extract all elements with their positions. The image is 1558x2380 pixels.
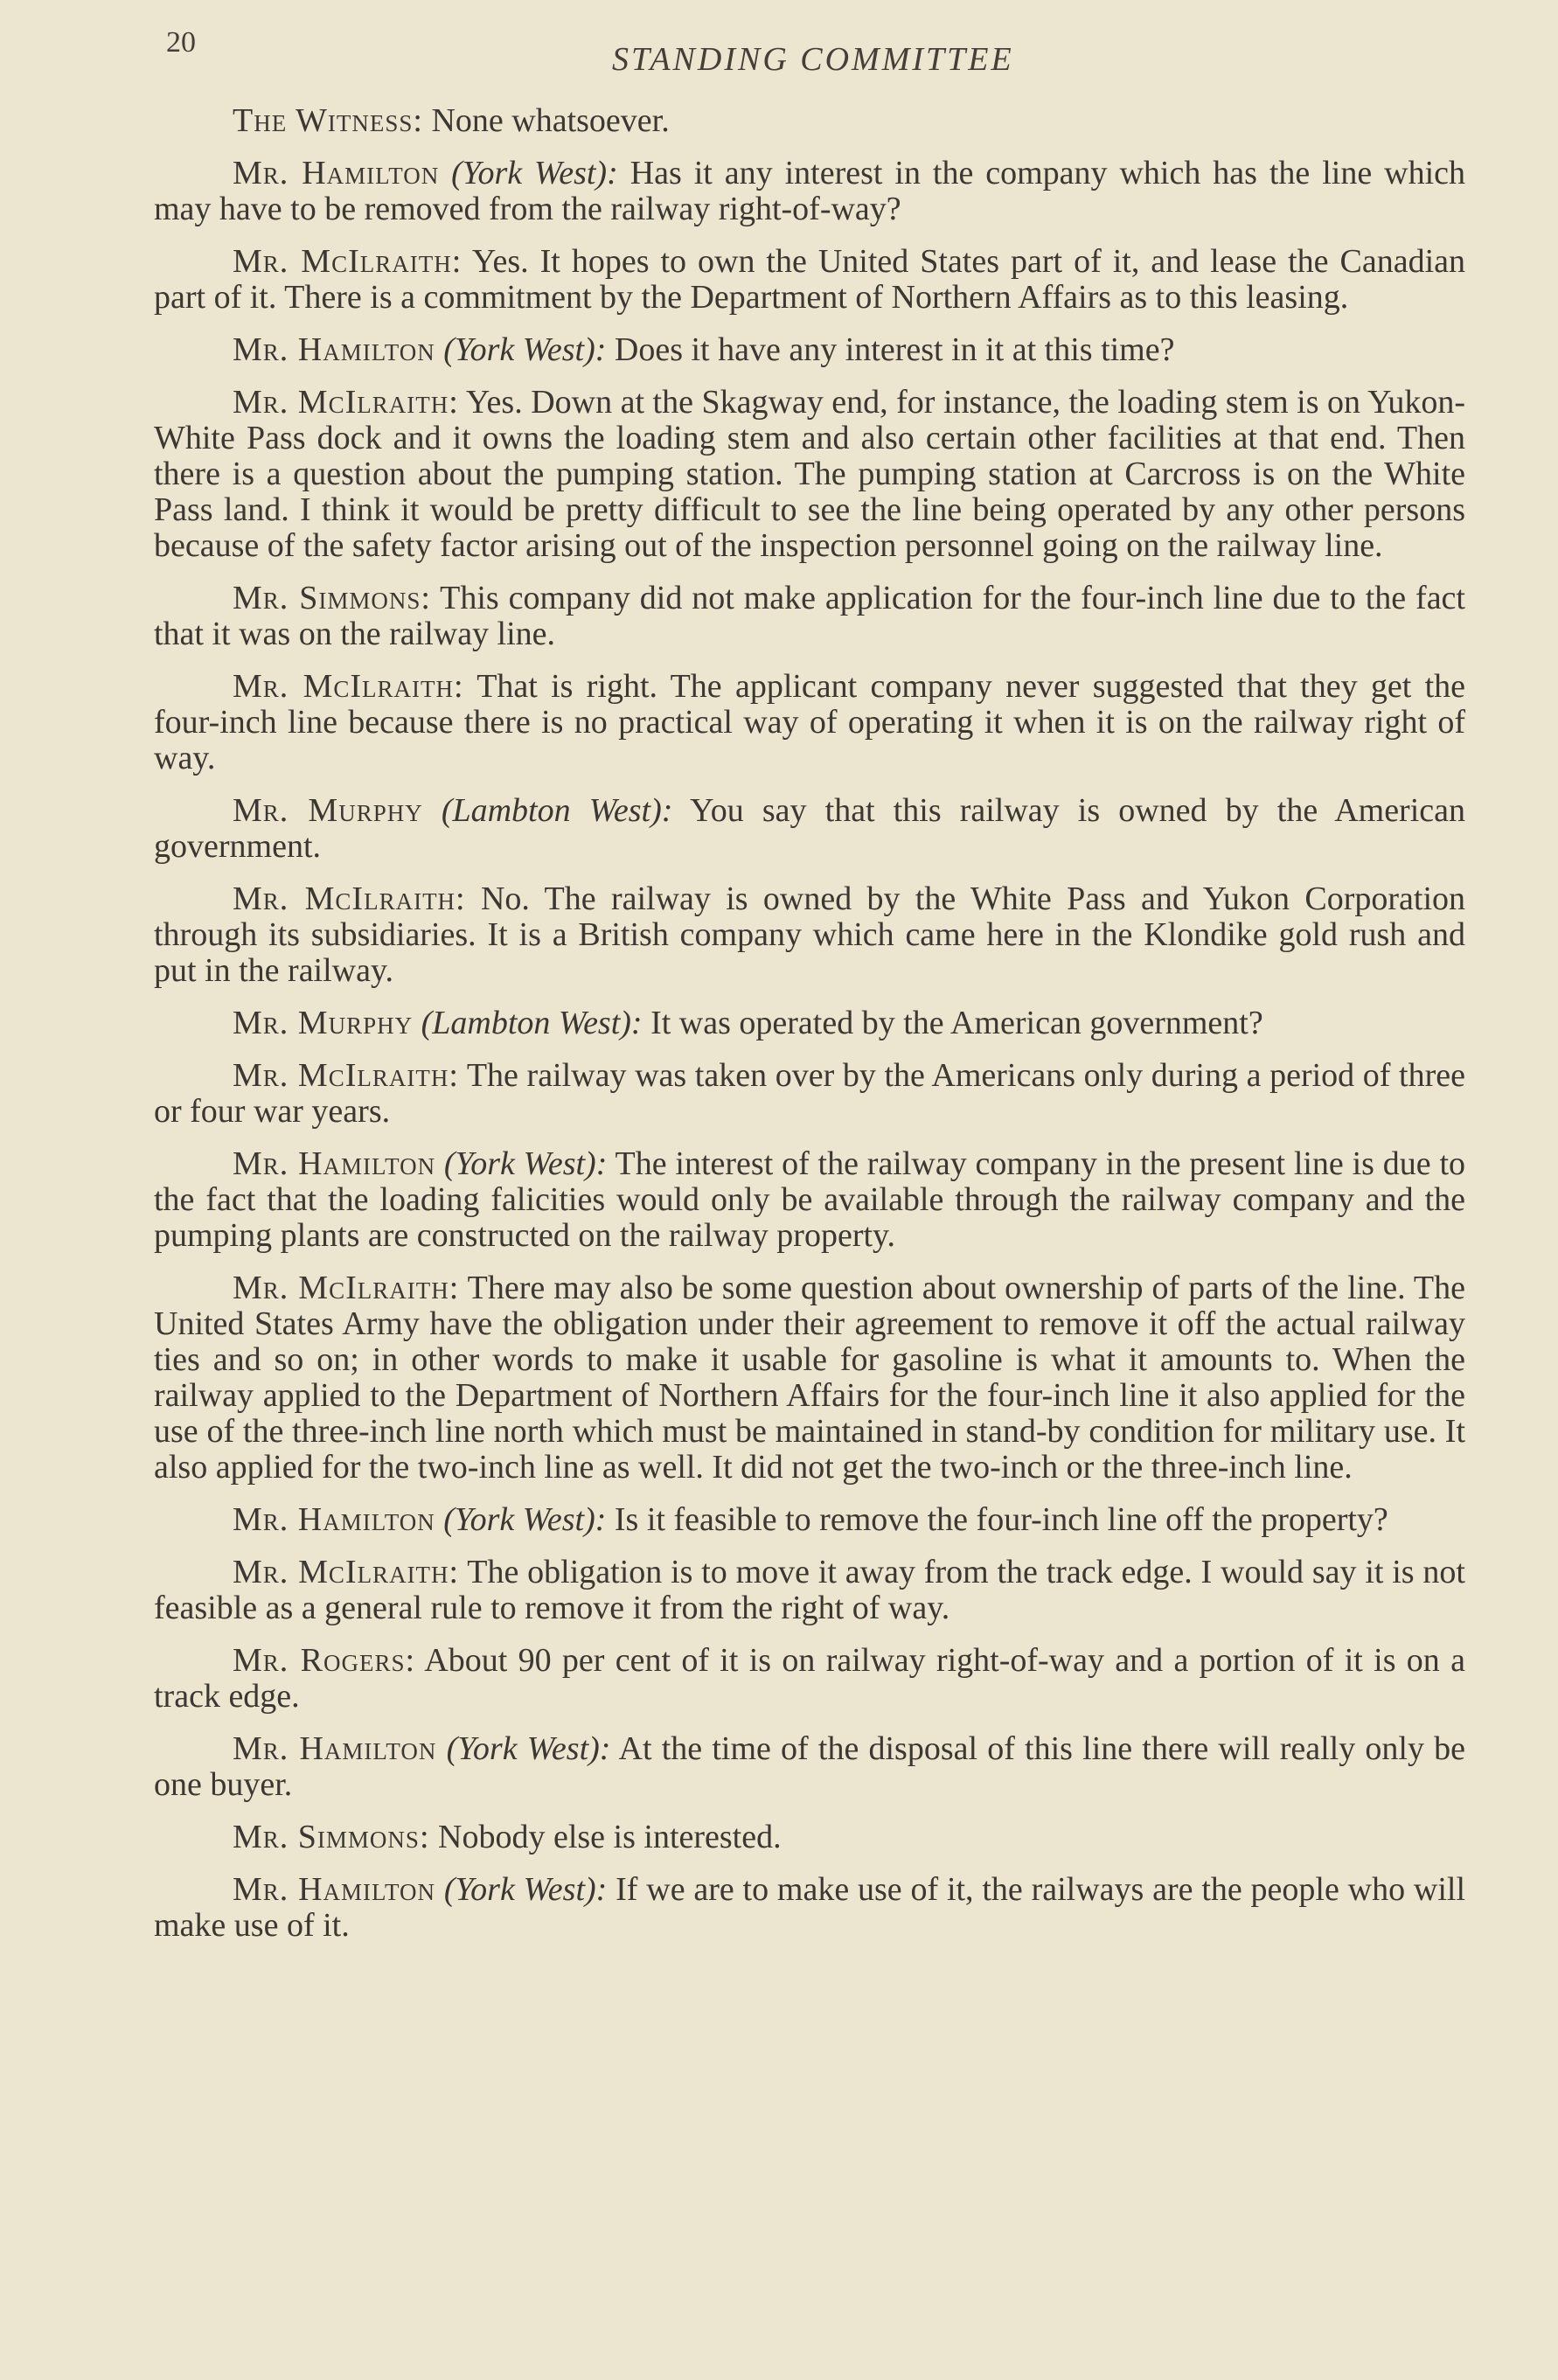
page-number: 20 (166, 26, 196, 59)
paragraph-text: This company did not make application for the four-inch line due to the fact that it was on the railway line. (154, 580, 1465, 652)
transcript-paragraph (154, 1731, 1465, 1803)
paragraph-text: At the time of the disposal of this line there will really only be one buyer. (154, 1730, 1466, 1803)
speaker-name: Mr. Hamilton (233, 331, 435, 368)
speaker-name: Mr. McIlraith: (233, 1270, 460, 1306)
speaker-riding: (Lambton West): (421, 1005, 643, 1041)
speaker-name: Mr. Simmons: (233, 1819, 430, 1855)
paragraph-text: You say that this railway is owned by the American government. (154, 792, 1466, 865)
paragraph-text: Nobody else is interested. (438, 1819, 782, 1855)
paragraph-text: Does it have any interest in it at this time? (614, 331, 1175, 368)
speaker-name: Mr. Hamilton (233, 1730, 437, 1767)
transcript-paragraph (154, 1820, 1465, 1855)
paragraph-text: None whatsoever. (431, 102, 670, 139)
paragraph-text: The obligation is to move it away from the track edge. I would say it is not feasible as a general rule to remove it from the right of way. (154, 1554, 1465, 1626)
transcript-paragraph (154, 1502, 1465, 1538)
transcript-paragraph (154, 1146, 1465, 1254)
paragraph-text: If we are to make use of it, the railways are the people who will make use of it. (154, 1871, 1466, 1944)
transcript-paragraph (154, 669, 1465, 776)
speaker-name: Mr. Hamilton (233, 155, 440, 191)
speaker-riding: (York West): (446, 1730, 611, 1767)
speaker-name: Mr. McIlraith: (233, 880, 466, 917)
transcript-paragraph (154, 103, 1465, 139)
speaker-name: Mr. Hamilton (233, 1871, 436, 1908)
speaker-name: Mr. McIlraith: (233, 1554, 460, 1590)
paragraph-text: Yes. Down at the Skagway end, for instance, the loading stem is on Yukon-White Pass dock and it owns the loading stem and also certain other facilities at that end. Then there is a question about the pumping station. The pumping station at Carcross is on the White Pass land. I think it would be pretty difficult to see the line being operated by any other persons because of the safety factor arising out of the inspection personnel going on the railway line. (154, 384, 1465, 564)
speaker-name: Mr. Murphy (233, 792, 423, 829)
paragraph-text: Is it feasible to remove the four-inch line off the property? (614, 1501, 1388, 1538)
speaker-riding: (York West): (443, 1871, 608, 1908)
transcript-paragraph (154, 881, 1465, 989)
paragraph-text: Has it any interest in the company which has the line which may have to be removed from the railway right-of-way? (154, 155, 1466, 227)
transcript-paragraph (154, 156, 1465, 227)
paragraph-text: That is right. The applicant company never suggested that they get the four-inch line because there is no practical way of operating it when it is on the railway right of way. (154, 668, 1465, 776)
transcript-paragraph (154, 1643, 1465, 1715)
transcript-paragraph (154, 793, 1465, 865)
speaker-name: Mr. Murphy (233, 1005, 414, 1041)
paragraph-text: About 90 per cent of it is on railway right-of-way and a portion of it is on a track edge. (154, 1642, 1465, 1715)
paragraph-text: The interest of the railway company in the present line is due to the fact that the loading falicities would only be available through the railway company and the pumping plants are constructed on the railway property. (154, 1145, 1466, 1254)
speaker-name: Mr. Rogers: (233, 1642, 416, 1679)
speaker-name: Mr. Simmons: (233, 580, 431, 616)
transcript-paragraph (154, 1270, 1465, 1486)
paragraph-text: No. The railway is owned by the White Pass and Yukon Corporation through its subsidiaries. It is a British company which came here in the Klondike gold rush and put in the railway. (154, 880, 1466, 989)
speaker-name: The Witness: (233, 102, 423, 139)
speaker-name: Mr. Hamilton (233, 1145, 436, 1182)
transcript-body (154, 103, 1465, 1960)
transcript-paragraph (154, 1006, 1465, 1041)
paragraph-text: There may also be some question about ownership of parts of the line. The United States Army have the obligation under their agreement to remove it off the actual railway ties and so on; in other words to make it usable for gasoline is what it amounts to. When the railway applied to the Department of Northern Affairs for the four-inch line it also applied for the use of the three-inch line north which must be maintained in stand-by condition for military use. It also applied for the two-inch line as well. It did not get the two-inch or the three-inch line. (154, 1270, 1465, 1486)
speaker-name: Mr. McIlraith: (233, 1057, 459, 1094)
speaker-riding: (York West): (443, 1145, 608, 1182)
paragraph-text: It was operated by the American government? (650, 1005, 1263, 1041)
speaker-name: Mr. McIlraith: (233, 384, 459, 421)
transcript-paragraph (154, 332, 1465, 368)
transcript-paragraph (154, 244, 1465, 316)
transcript-paragraph (154, 1555, 1465, 1626)
speaker-name: Mr. Hamilton (233, 1501, 435, 1538)
speaker-name: Mr. McIlraith: (233, 243, 463, 280)
speaker-riding: (York West): (451, 155, 618, 191)
speaker-name: Mr. McIlraith: (233, 668, 464, 705)
speaker-riding: (York West): (443, 1501, 607, 1538)
running-title: STANDING COMMITTEE (612, 41, 1014, 78)
transcript-paragraph (154, 385, 1465, 564)
transcript-paragraph (154, 1058, 1465, 1130)
speaker-riding: (Lambton West): (441, 792, 673, 829)
paragraph-text: The railway was taken over by the Americans only during a period of three or four war years. (154, 1057, 1465, 1130)
transcript-paragraph (154, 1872, 1465, 1944)
speaker-riding: (York West): (443, 331, 607, 368)
paragraph-text: Yes. It hopes to own the United States part of it, and lease the Canadian part of it. There is a commitment by the Department of Northern Affairs as to this leasing. (154, 243, 1465, 316)
transcript-paragraph (154, 581, 1465, 652)
